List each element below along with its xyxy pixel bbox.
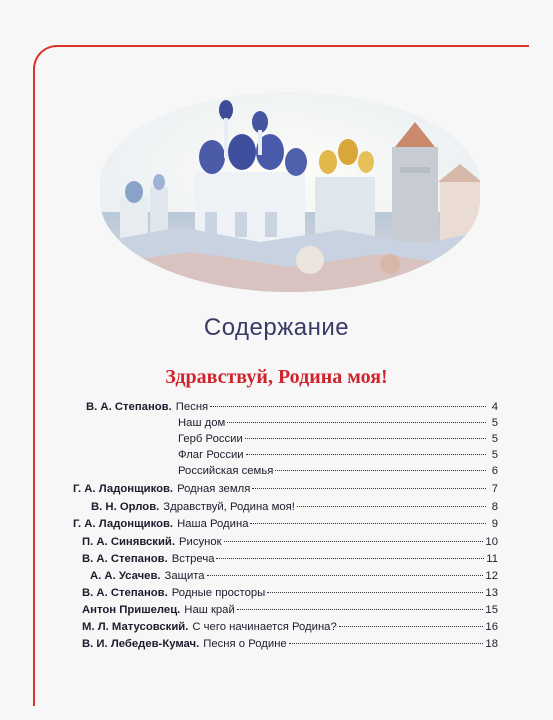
toc-title: Родные просторы (171, 587, 266, 599)
toc-title: Встреча (171, 553, 215, 565)
toc-page: 15 (485, 604, 498, 616)
frame-top-line (55, 45, 529, 47)
toc-row (90, 568, 498, 584)
toc-page: 5 (491, 433, 498, 445)
toc-author: Г. А. Ладонщиков. (73, 483, 174, 495)
toc-author: В. И. Лебедев-Кумач. (82, 638, 200, 650)
toc-row (82, 619, 498, 635)
toc-leader (275, 470, 486, 471)
toc-title: Здравствуй, Родина моя! (163, 501, 295, 513)
toc-leader (297, 506, 486, 507)
toc-row (73, 516, 498, 532)
toc-page: 16 (485, 621, 498, 633)
toc-row (82, 534, 498, 550)
toc-page: 12 (485, 570, 498, 582)
toc-author: В. Н. Орлов. (91, 501, 160, 513)
frame-corner (33, 45, 73, 85)
toc-row (82, 636, 498, 652)
toc-leader (267, 592, 483, 593)
toc-page: 9 (491, 518, 498, 530)
toc-page: 6 (491, 465, 498, 477)
toc-page: 11 (486, 553, 498, 565)
toc-page: 18 (485, 638, 498, 650)
toc-title: Наш дом (178, 417, 226, 429)
toc-title: Флаг России (178, 449, 244, 461)
toc-title: Наш край (184, 604, 235, 616)
toc-author: Антон Пришелец. (82, 604, 181, 616)
toc-row (178, 447, 498, 463)
toc-row (86, 399, 498, 415)
toc-leader (207, 575, 484, 576)
toc-leader (216, 558, 484, 559)
toc-title: Наша Родина (177, 518, 249, 530)
toc-title: Рисунок (178, 536, 222, 548)
toc-author: П. А. Синявский. (82, 536, 175, 548)
toc-leader (210, 406, 486, 407)
toc-page: 13 (485, 587, 498, 599)
toc-title: Российская семья (178, 465, 274, 477)
kremlin-painting (100, 92, 480, 292)
section-title: Здравствуй, Родина моя! (165, 366, 388, 388)
toc-leader (252, 488, 486, 489)
toc-title: Песня о Родине (203, 638, 287, 650)
toc-page: 7 (491, 483, 498, 495)
toc-leader (237, 609, 484, 610)
toc-author: А. А. Усачев. (90, 570, 161, 582)
toc-row (91, 499, 498, 515)
toc-leader (245, 438, 486, 439)
toc-leader (227, 422, 486, 423)
toc-row (178, 463, 498, 479)
toc-author: М. Л. Матусовский. (82, 621, 189, 633)
toc-row (178, 431, 498, 447)
toc-row (73, 481, 498, 497)
toc-author: В. А. Степанов. (82, 553, 168, 565)
kremlin-illustration (100, 92, 480, 292)
toc-title: Герб России (178, 433, 243, 445)
toc-author: В. А. Степанов. (86, 401, 172, 413)
toc-page: 8 (491, 501, 498, 513)
toc-row (82, 602, 498, 618)
toc-row (82, 551, 498, 567)
toc-leader (250, 523, 486, 524)
toc-page: 5 (491, 417, 498, 429)
toc-leader (246, 454, 486, 455)
page-title: Содержание (203, 314, 350, 341)
toc-row (82, 585, 498, 601)
toc-title: Защита (164, 570, 205, 582)
toc-leader (289, 643, 484, 644)
toc-row (178, 415, 498, 431)
toc-title: Песня (175, 401, 209, 413)
toc-author: Г. А. Ладонщиков. (73, 518, 174, 530)
toc-leader (339, 626, 484, 627)
toc-page: 10 (485, 536, 498, 548)
toc-page: 4 (491, 401, 498, 413)
toc-leader (224, 541, 484, 542)
toc-page: 5 (491, 449, 498, 461)
toc-author: В. А. Степанов. (82, 587, 168, 599)
toc-title: С чего начинается Родина? (192, 621, 337, 633)
toc-title: Родная земля (177, 483, 251, 495)
